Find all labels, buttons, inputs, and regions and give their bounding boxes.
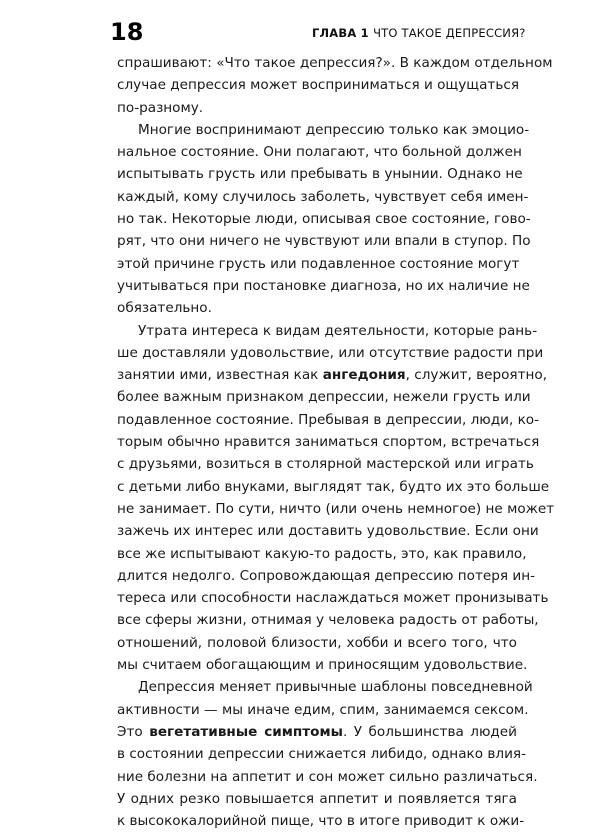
text-line: учитываться при постановке диагноза, но их наличие не (117, 277, 530, 294)
text-line-with-term (117, 721, 517, 743)
text-line: ние болезни на аппетит и сон может сильно различаться. (117, 768, 538, 785)
text-line: все сферы жизни, отнимая у человека радость от работы, (117, 612, 539, 629)
text-line: более важным признаком депрессии, нежели грусть или (117, 389, 531, 406)
chapter-label: ГЛАВА (312, 26, 357, 40)
text-line: каждый, кому случилось заболеть, чувствует себя имен- (117, 188, 529, 205)
text-line: но так. Некоторые люди, описывая свое состояние, гово- (117, 211, 531, 228)
text-line: случае депрессия может восприниматься и ощущаться (117, 77, 519, 94)
text-line: длится недолго. Сопровождающая депрессию потеря ин- (117, 567, 536, 584)
text-line: зажечь их интерес или доставить удовольствие. Если они (117, 523, 539, 540)
page-number: 18 (110, 18, 144, 46)
text-fragment: . У большинства людей (342, 723, 517, 740)
text-line: в состоянии депрессии снижается либидо, однако влия- (117, 746, 526, 763)
text-line: с друзьями, возиться в столярной мастерской или играть (117, 456, 534, 473)
text-line: тереса или способности наслаждаться может пронизывать (117, 590, 549, 607)
text-fragment: , служит, вероятно, (405, 367, 548, 384)
text-line: все же испытывают какую-то радость, это, как правило, (117, 545, 527, 562)
term-vegetative-symptoms: вегетативные симптомы (149, 723, 343, 740)
text-line: активности — мы иначе едим, спим, занимаемся сексом. (117, 701, 529, 718)
text-line: Утрата интереса к видам деятельности, которые рань- (138, 322, 538, 339)
text-line: подавленное состояние. Пребывая в депрессии, люди, ко- (117, 411, 540, 428)
text-line: обязательно. (117, 300, 212, 317)
text-line: отношений, половой близости, хобби и всего того, что (117, 634, 517, 651)
text-line: по-разному. (117, 99, 204, 116)
running-head (312, 26, 526, 40)
text-fragment: Это (117, 723, 143, 740)
text-line: Депрессия меняет привычные шаблоны повседневной (138, 679, 533, 696)
term-anhedonia: ангедония (322, 367, 406, 384)
text-line: Многие воспринимают депрессию только как эмоцио- (138, 121, 530, 138)
text-line-with-term (117, 364, 548, 386)
text-line: нальное состояние. Они полагают, что больной должен (117, 144, 522, 161)
text-line: ше доставляли удовольствие, или отсутствие радости при (117, 344, 544, 361)
body-text (117, 52, 555, 832)
text-line: мы считаем обогащающим и приносящим удовольствие. (117, 657, 528, 674)
text-line: спрашивают: «Что такое депрессия?». В каждом отдельном (117, 55, 553, 71)
text-line: У одних резко повышается аппетит и появляется тяга (117, 790, 517, 807)
text-line: этой причине грусть или подавленное состояние могут (117, 255, 520, 272)
text-line: испытывать грусть или пребывать в унынии. Однако не (117, 166, 523, 183)
chapter-title: ЧТО ТАКОЕ ДЕПРЕССИЯ? (373, 26, 526, 40)
text-line: не занимает. По сути, ничто (или очень немногое) не может (117, 500, 555, 517)
text-line: с детьми либо внуками, выглядят так, будто их это больше (117, 478, 550, 495)
chapter-number: 1 (360, 26, 369, 40)
text-line: рят, что они ничего не чувствуют или впали в ступор. По (117, 233, 531, 250)
text-line: к высококалорийной пище, что в итоге приводит к ожи- (117, 813, 525, 830)
text-line: торым обычно нравится заниматься спортом, встречаться (117, 434, 540, 451)
text-fragment: занятии ими, известная как (117, 367, 319, 384)
